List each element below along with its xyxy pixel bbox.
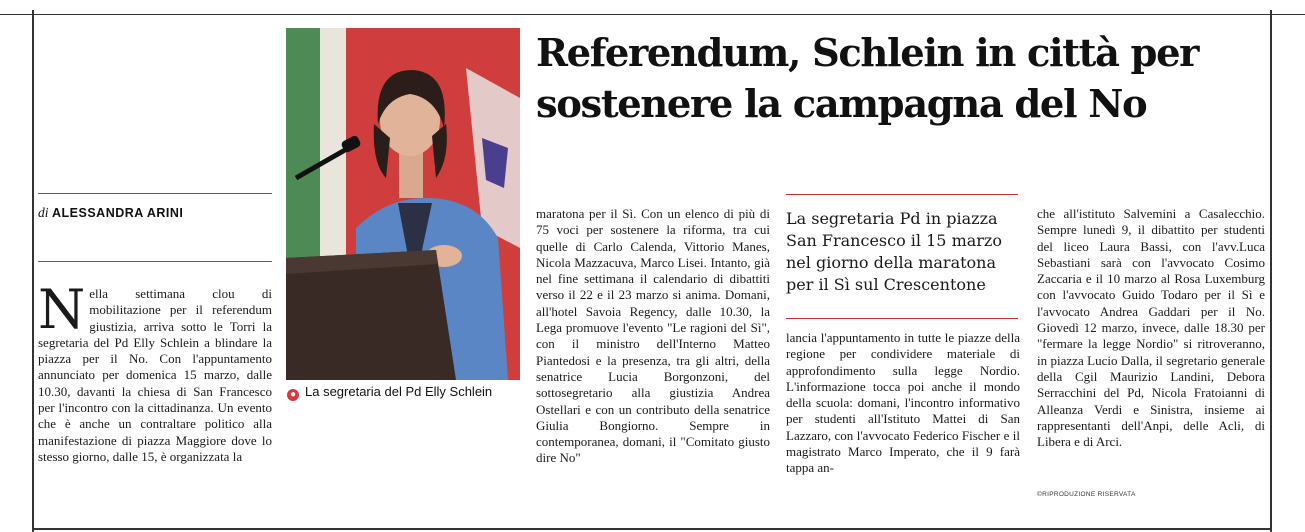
speaker-photo-illustration <box>286 28 520 380</box>
byline <box>38 205 272 221</box>
page-bottom-border <box>32 528 1272 530</box>
body-column-1 <box>38 278 272 465</box>
camera-icon: ● <box>287 389 299 401</box>
byline-bottom-rule <box>38 261 272 262</box>
page-left-border <box>32 10 34 532</box>
drop-cap: N <box>38 278 86 341</box>
byline-author: ALESSANDRA ARINI <box>52 206 184 220</box>
byline-top-rule <box>38 193 272 194</box>
copyright-notice: ©RIPRODUZIONE RISERVATA <box>1037 491 1136 498</box>
body-column-2: maratona per il Sì. Con un elenco di più di 75 voci per sostenere la riforma, tra cui quelle di Carlo Calenda, Vittorio Manes, Nicola Mazzacuva, Marco Lisei. Intanto, già nel fine settimana il calendario di dibattiti verso il 22 e il 23 marzo si anima. Domani, all'hotel Savoia Regency, dalle 10.30, la Lega promuove l'evento "Le ragioni del Sì", con il ministro dell'Interno Matteo Piantedosi e la presenza, tra gli altri, della senatrice Lucia Borgonzoni, del sottosegretario alla giustizia Andrea Ostellari e con un contributo della senatrice Giulia Bongiorno. Sempre in contemporanea, domani, il "Comitato giusto dire No" <box>536 206 770 466</box>
photo-caption-text: La segretaria del Pd Elly Schlein <box>305 384 493 399</box>
pull-quote-top-rule <box>786 194 1018 195</box>
article-photo <box>286 28 520 380</box>
pull-quote: La segretaria Pd in piazza San Francesco il 15 marzo nel giorno della maratona per il Sì sul Crescentone <box>786 209 1002 294</box>
page-right-border <box>1270 10 1272 532</box>
byline-prefix: di <box>38 205 49 220</box>
photo-caption <box>287 383 527 401</box>
body-column-3: lancia l'appuntamento in tutte le piazze della regione per condividere materiale di approfondimento sulla legge Nordio. L'informazione tocca poi anche il mondo della scuola: domani, l'incontro informativo per studenti all'Istituto Mattei di San Lazzaro, con l'avvocato Federico Fischer e il magistrato Marco Imperato, che il 9 farà tappa an- <box>786 330 1020 476</box>
page-top-border <box>0 0 1305 15</box>
pull-quote-bottom-rule <box>786 318 1018 319</box>
body-column-4: che all'istituto Salvemini a Casalecchio. Sempre lunedì 9, il dibattito per studenti del liceo Laura Bassi, con l'avv.Luca Sebastiani sarà con l'avvocato Cosimo Zaccaria e il 10 marzo al Rosa Luxemburg con l'avvocato Guido Todaro per il Sì e l'avvocato Andrea Gaddari per il No. Giovedì 12 marzo, invece, dalle 18.30 per "fermare la legge Nordio" si ritroveranno, in piazza Lucio Dalla, il segretario generale della Cgil Maurizio Landini, Debora Serracchini del Pd, Nicola Fratoianni di Alleanza Verdi e Sinistra, insieme ai rappresentanti dell'Anpi, delle Acli, di Libera e di Arci. <box>1037 206 1265 450</box>
article-headline: Referendum, Schlein in città per sostenere la campagna del No <box>536 31 1199 127</box>
body-column-1-text: ella settimana clou di mobilitazione per il referendum giustizia, arriva sotto le Torri la segretaria del Pd Elly Schlein a blindare la piazza per il No. Con l'appuntamento annunciato per domenica 15 marzo, dalle 10.30, davanti la chiesa di San Francesco per l'incontro con la cittadinanza. Un evento che è anche un contraltare politico alla manifestazione di piazza Maggiore dove lo stesso giorno, dalle 15, è organizzata la <box>38 286 272 464</box>
